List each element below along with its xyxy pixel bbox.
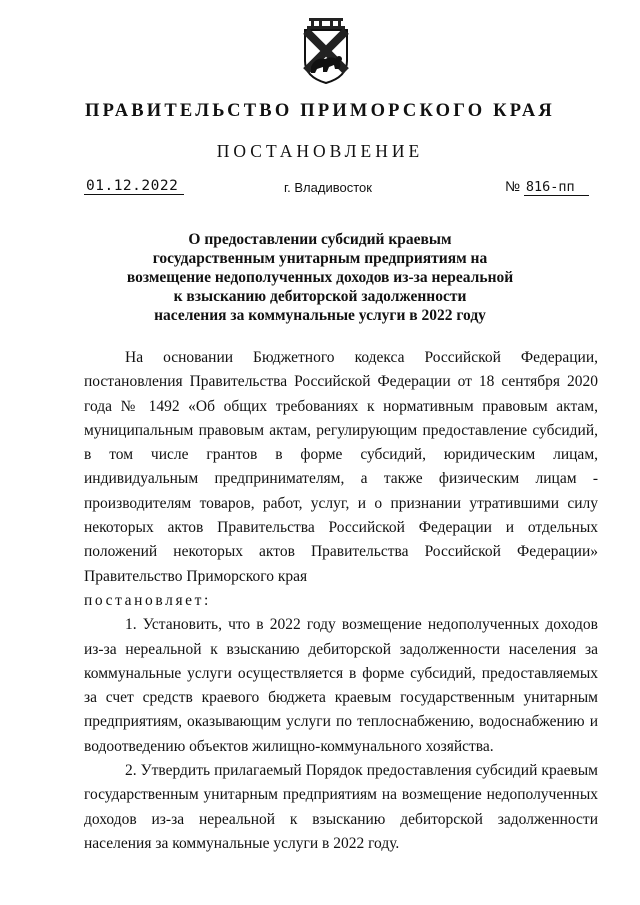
organization-name: ПРАВИТЕЛЬСТВО ПРИМОРСКОГО КРАЯ: [84, 101, 555, 121]
item-2-paragraph: 2. Утвердить прилагаемый Порядок предоставления субсидий краевым государственным унитарным предприятиям на возмещение недополученных доходов из-за нереальной к взысканию дебиторской задолженности населения за коммунальные услуги в 2022 году.: [84, 762, 598, 852]
document-type: ПОСТАНОВЛЕНИЕ: [216, 141, 424, 161]
document-number: [505, 178, 589, 195]
document-meta: [0, 178, 640, 202]
title-line: возмещение недополученных доходов из-за нереальной: [126, 269, 514, 286]
primorye-coat-of-arms-icon: [299, 17, 353, 85]
preamble-text: На основании Бюджетного кодекса Российской Федерации, постановления Правительства Российской Федерации от 18 сентября 2020 года № 1492 «Об общих требованиях к нормативным правовым актам, муниципальным правовым актам, регулирующим предоставление субсидий, в том числе грантов в форме субсидий, юридическим лицам, индивидуальным предпринимателям, а также физическим лицам - производителям товаров, работ, услуг, и о признании утратившими силу некоторых актов Правительства Российской Федерации и отдельных положений некоторых актов Правительства Российской Федерации» Правительство Приморского края: [84, 349, 598, 585]
number-value: 816-пп: [524, 179, 589, 196]
title-line: к взысканию дебиторской задолженности: [173, 288, 467, 305]
resolves-word: постановляет:: [84, 591, 211, 609]
title-line: населения за коммунальные услуги в 2022 году: [154, 307, 486, 324]
item-1-paragraph: 1. Установить, что в 2022 году возмещение недополученных доходов из-за нереальной к взысканию дебиторской задолженности населения за коммунальные услуги осуществляется в форме субсидий, предоставляемых за счет средств краевого бюджета краевым государственным унитарным предприятиям, оказывающим услуги по теплоснабжению, водоснабжению и водоотведению объектов жилищно-коммунального хозяйства.: [84, 616, 598, 755]
title-line: О предоставлении субсидий краевым: [188, 231, 452, 248]
document-body: [84, 346, 598, 856]
document-city: г. Владивосток: [284, 180, 372, 195]
document-title: [120, 230, 520, 325]
title-line: государственным унитарным предприятиям на: [152, 250, 488, 267]
preamble-paragraph: [84, 346, 598, 613]
document-date: 01.12.2022: [84, 178, 184, 195]
number-sign: №: [505, 178, 521, 194]
